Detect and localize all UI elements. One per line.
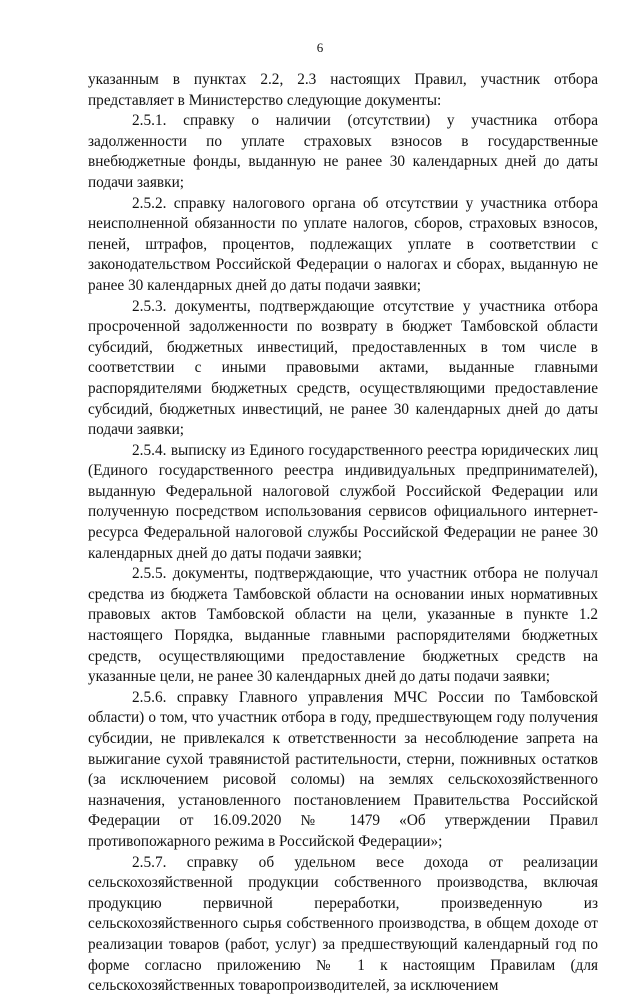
page-number: 6	[316, 40, 324, 55]
paragraph-2-5-1: 2.5.1. справку о наличии (отсутствии) у участника отбора задолженности по уплате страховых взносов в государственные внебюджетные фонды, выданную не ранее 30 календарных дней до даты подачи заявки;	[88, 112, 598, 191]
paragraph-2-5-3: 2.5.3. документы, подтверждающие отсутствие у участника отбора просроченной задолженности по возврату в бюджет Тамбовской области субсидий, бюджетных инвестиций, предоставленных в том числе в соответствии с иными правовыми актами, выданные главными распорядителями бюджетных средств, осуществляющими предоставление субсидий, бюджетных инвестиций, не ранее 30 календарных дней до даты подачи заявки;	[88, 297, 598, 439]
paragraph-2-5-6: 2.5.6. справку Главного управления МЧС России по Тамбовской области) о том, что участник отбора в году, предшествующем году получения субсидии, не привлекался к ответственности за несоблюдение запрета на выжигание сухой травянистой растительности, стерни, пожнивных остатков (за исключением рисовой соломы) на землях сельскохозяйственного назначения, установленного постановлением Правительства Российской Федерации от 16.09.2020 № 1479 «Об утверждении Правил противопожарного режима в Российской Федерации»;	[88, 688, 598, 850]
paragraph-intro: указанным в пунктах 2.2, 2.3 настоящих Правил, участник отбора представляет в Министерство следующие документы:	[88, 71, 598, 109]
document-body	[88, 70, 598, 997]
paragraph-2-5-5: 2.5.5. документы, подтверждающие, что участник отбора не получал средства из бюджета Тамбовской области на основании иных нормативных правовых актов Тамбовской области на цели, указанные в пункте 1.2 настоящего Порядка, выданные главными распорядителями бюджетных средств, осуществляющими предоставление бюджетных средств на указанные цели, не ранее 30 календарных дней до даты подачи заявки;	[88, 565, 598, 686]
paragraph-2-5-7: 2.5.7. справку об удельном весе дохода от реализации сельскохозяйственной продукции собственного производства, включая продукцию первичной переработки, произведенную из сельскохозяйственного сырья собственного производства, в общем доходе от реализации товаров (работ, услуг) за предшествующий календарный год по форме согласно приложению № 1 к настоящим Правилам (для сельскохозяйственных товаропроизводителей, за исключением	[88, 853, 598, 995]
paragraph-2-5-2: 2.5.2. справку налогового органа об отсутствии у участника отбора неисполненной обязанности по уплате налогов, сборов, страховых взносов, пеней, штрафов, процентов, подлежащих уплате в соответствии с законодательством Российской Федерации о налогах и сборах, выданную не ранее 30 календарных дней до даты подачи заявки;	[88, 194, 598, 294]
paragraph-2-5-4: 2.5.4. выписку из Единого государственного реестра юридических лиц (Единого государственного реестра индивидуальных предпринимателей), выданную Федеральной налоговой службой Российской Федерации или полученную посредством использования сервисов официального интернет-ресурса Федеральной налоговой службы Российской Федерации не ранее 30 календарных дней до даты подачи заявки;	[88, 441, 598, 562]
